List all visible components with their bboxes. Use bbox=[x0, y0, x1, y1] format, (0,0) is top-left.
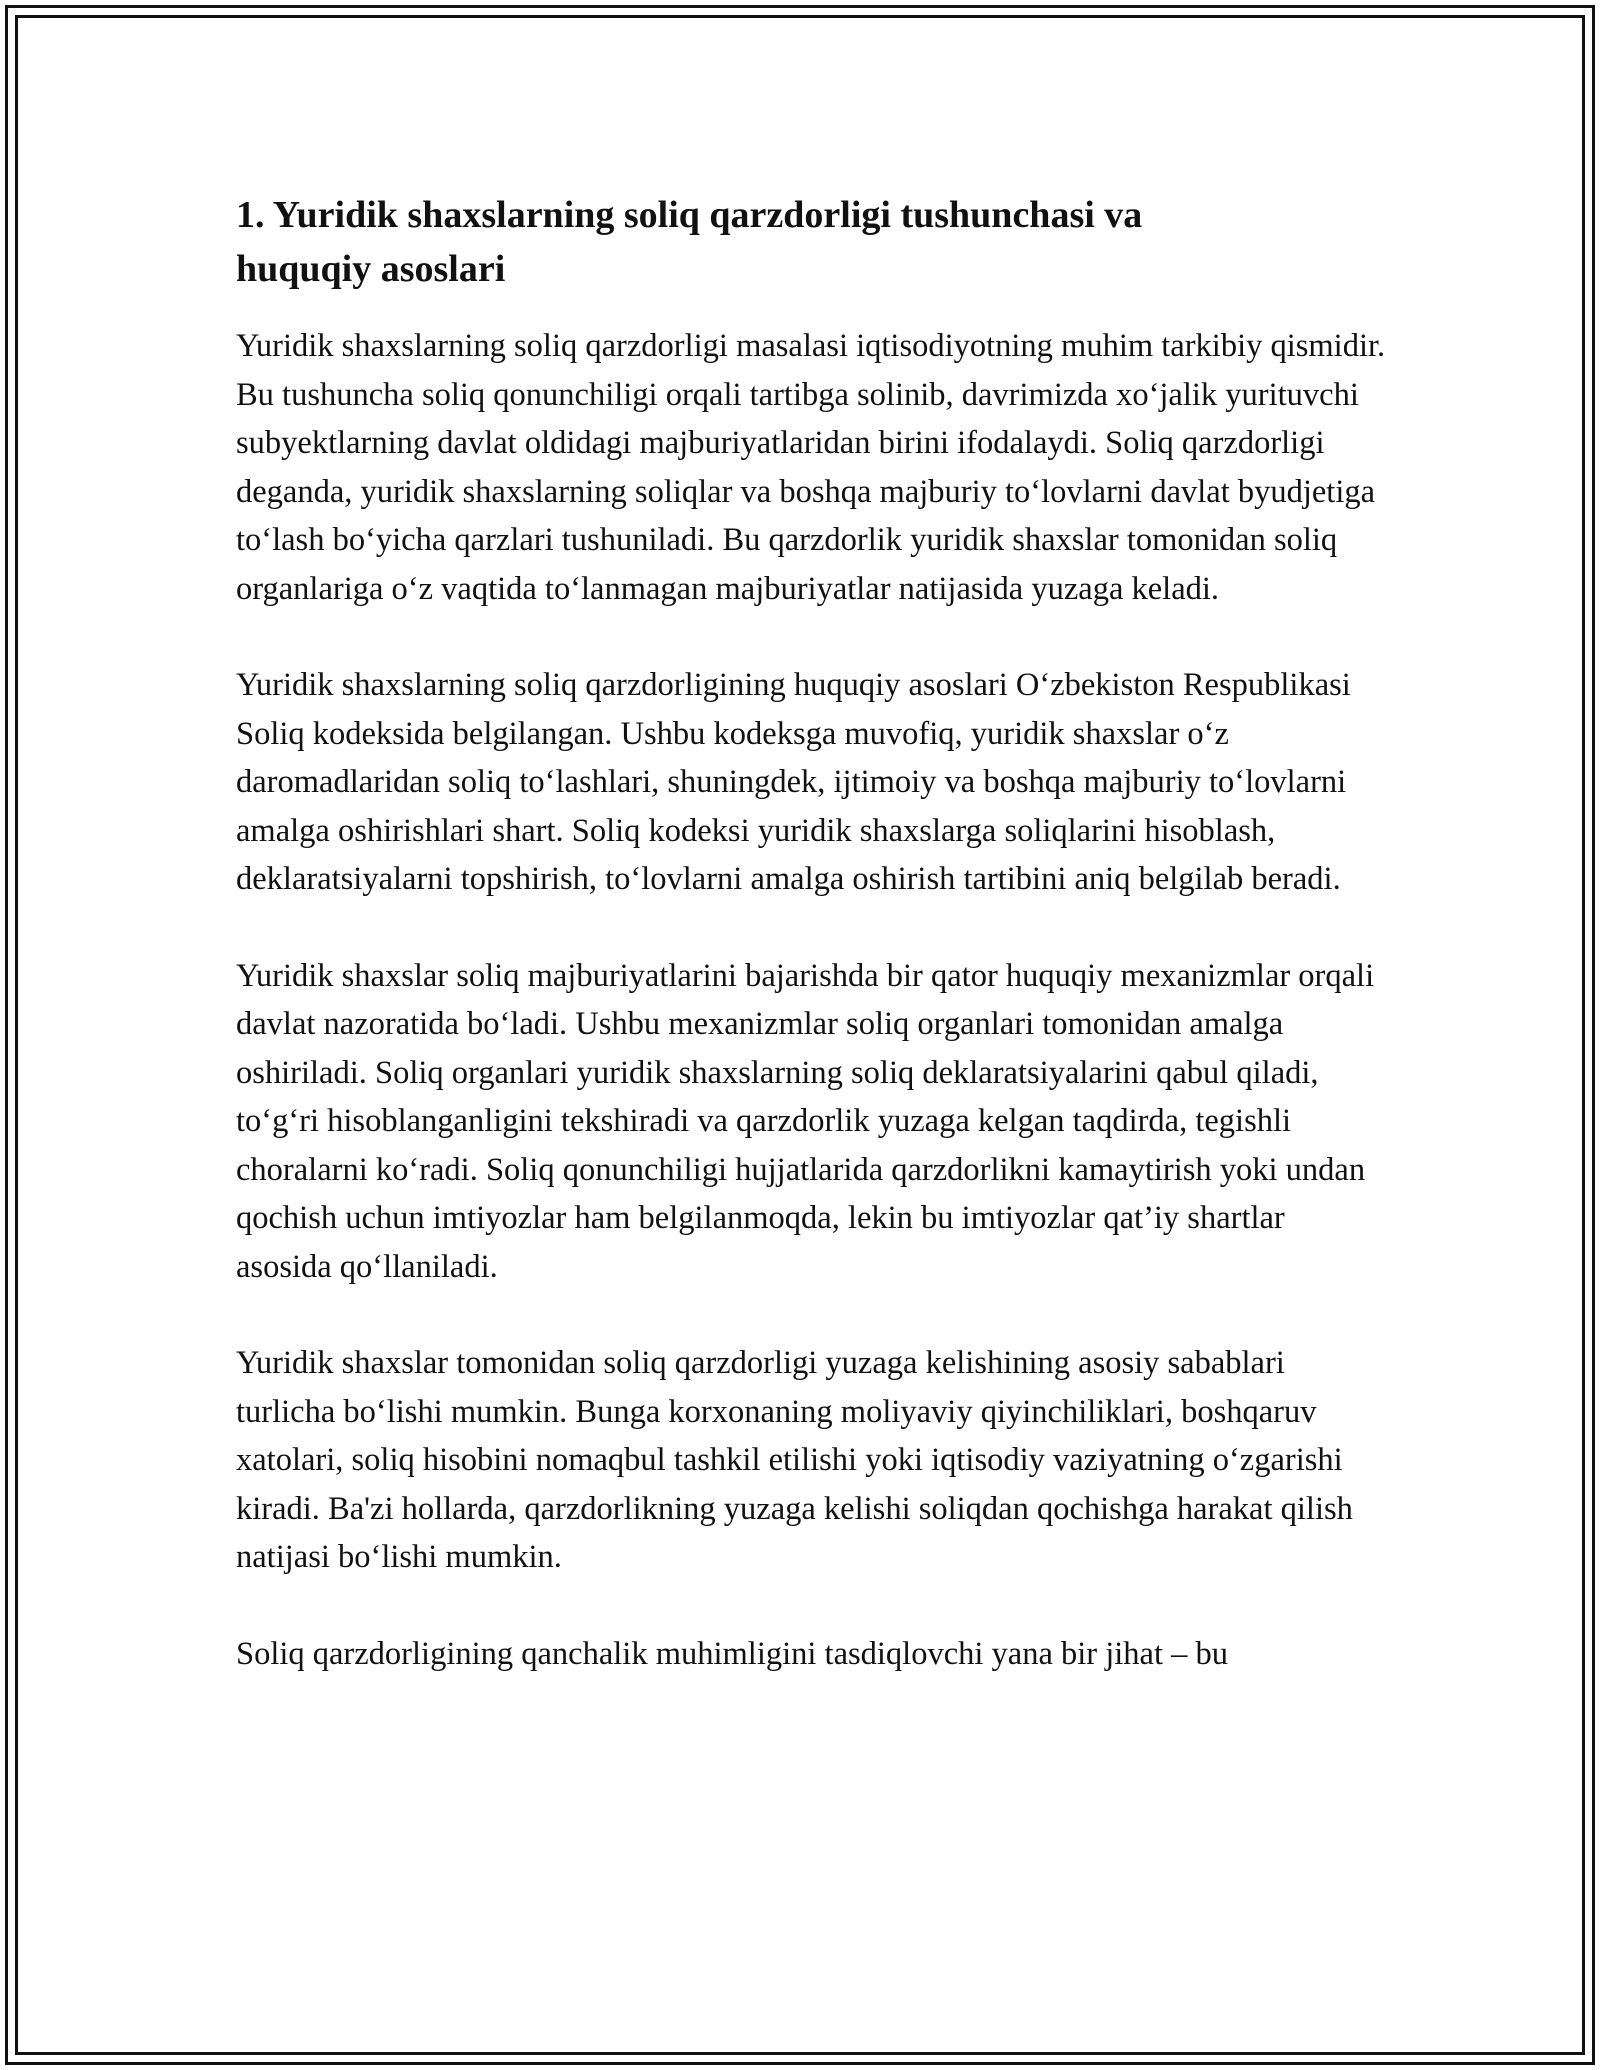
paragraph-3: Yuridik shaxslar soliq majburiyatlarini bajarishda bir qator huquqiy mexanizmlar orqali davlat nazoratida bo‘ladi. Ushbu mexanizmlar soliq organlari tomonidan amalga oshiriladi. Soliq organlari yuridik shaxslarning soliq deklaratsiyalarini qabul qiladi, to‘g‘ri hisoblanganligini tekshiradi va qarzdorlik yuzaga kelgan taqdirda, tegishli choralarni ko‘radi. Soliq qonunchiligi hujjatlarida qarzdorlikni kamaytirish yoki undan qochish uchun imtiyozlar ham belgilanmoqda, lekin bu imtiyozlar qat’iy shartlar asosida qo‘llaniladi. bbox=[236, 957, 1375, 1285]
paragraph-4: Yuridik shaxslar tomonidan soliq qarzdorligi yuzaga kelishining asosiy sabablari turlicha bo‘lishi mumkin. Bunga korxonaning moliyaviy qiyinchiliklari, boshqaruv xatolari, soliq hisobini nomaqbul tashkil etilishi yoki iqtisodiy vaziyatning o‘zgarishi kiradi. Ba'zi hollarda, qarzdorlikning yuzaga kelishi soliqdan qochishga harakat qilish natijasi bo‘lishi mumkin. bbox=[236, 1345, 1353, 1575]
section-heading: 1. Yuridik shaxslarning soliq qarzdorligi tushunchasi va huquqiy asoslari bbox=[236, 194, 1143, 290]
document-body bbox=[236, 188, 1406, 1678]
paragraph-1: Yuridik shaxslarning soliq qarzdorligi masalasi iqtisodiyotning muhim tarkibiy qismidir. Bu tushuncha soliq qonunchiligi orqali tartibga solinib, davrimizda xo‘jalik yurituvchi subyektlarning davlat oldidagi majburiyatlaridan birini ifodalaydi. Soliq qarzdorligi deganda, yuridik shaxslarning soliqlar va boshqa majburiy to‘lovlarni davlat byudjetiga to‘lash bo‘yicha qarzlari tushuniladi. Bu qarzdorlik yuridik shaxslar tomonidan soliq organlariga o‘z vaqtida to‘lanmagan majburiyatlar natijasida yuzaga keladi. bbox=[236, 328, 1386, 607]
paragraph-2: Yuridik shaxslarning soliq qarzdorligining huquqiy asoslari O‘zbekiston Respublikasi Soliq kodeksida belgilangan. Ushbu kodeksga muvofiq, yuridik shaxslar o‘z daromadlaridan soliq to‘lashlari, shuningdek, ijtimoiy va boshqa majburiy to‘lovlarni amalga oshirishlari shart. Soliq kodeksi yuridik shaxslarga soliqlarini hisoblash, deklaratsiyalarni topshirish, to‘lovlarni amalga oshirish tartibini aniq belgilab beradi. bbox=[236, 667, 1351, 897]
paragraph-5: Soliq qarzdorligining qanchalik muhimligini tasdiqlovchi yana bir jihat – bu bbox=[236, 1635, 1228, 1672]
